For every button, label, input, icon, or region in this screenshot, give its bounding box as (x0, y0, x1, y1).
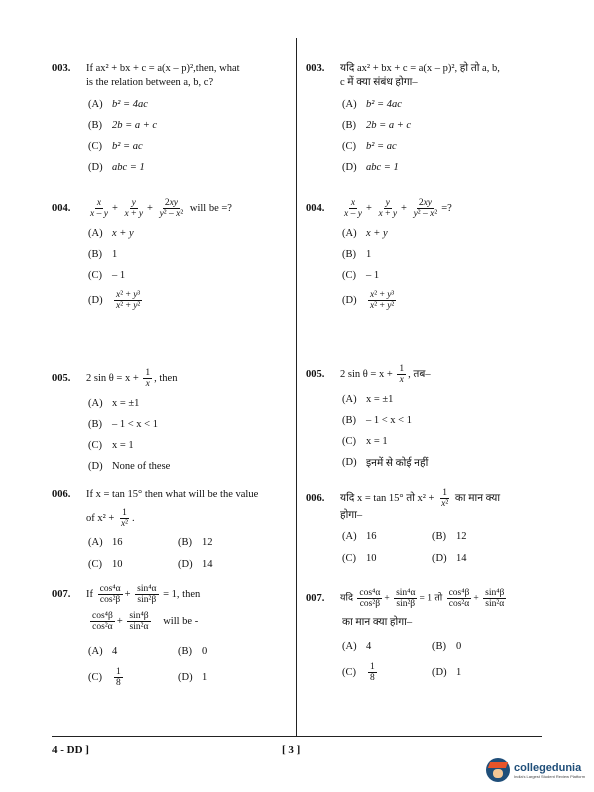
option-b: (B) – 1 < x < 1 (342, 415, 412, 426)
question-number: 005. (306, 369, 325, 380)
option-a: (A) x + y (88, 228, 134, 239)
option-b: (B) – 1 < x < 1 (88, 419, 158, 430)
question-expression: If $\frac{\text{cos⁴α}}{\text{cos²β}}$ + $\frac{\text{sin⁴α}}{\text{sin²β}}$ = 1, then (86, 584, 201, 605)
question-number: 005. (52, 373, 71, 384)
option-a: (A) x = ±1 (342, 394, 394, 405)
option-b: (B) 2b = a + c (342, 120, 412, 131)
option-d: (D) abc = 1 (342, 162, 399, 173)
question-text: यदि ax² + bx + c = a(x – p)², हो तो a, b, c में क्या संबंध होगा– (340, 63, 500, 88)
option-d: (D) $\frac{\text{x² + y³}}{\text{x² + y²}}$ (342, 289, 395, 311)
options-list (342, 94, 542, 178)
graduate-mascot-icon (486, 758, 510, 782)
option-d: (D) abc = 1 (88, 162, 145, 173)
option-b: (B) 12 (432, 530, 467, 542)
booklet-code: 4 - DD ] (52, 744, 89, 756)
question-expression-2: $\frac{\text{cos⁴β}}{\text{cos²α}}$ + $\frac{\text{sin⁴β}}{\text{sin²α}}$ will be - (92, 611, 199, 632)
option-a: (A) b² = 4ac (342, 99, 402, 110)
option-b: (B) 0 (178, 645, 208, 657)
logo-name: collegedunia (514, 761, 582, 774)
column-divider (296, 38, 297, 736)
question-expression: $\frac{x}{x - y}$ + $\frac{y}{x + y}$ + $\frac{2xy}{\text{y² – x²}}$ will be =? (90, 198, 232, 219)
option-c: (C) – 1 (88, 270, 126, 281)
option-b: (B) 1 (88, 249, 118, 260)
question-text: 2 sin θ = x + $\frac{1}{x}$ , then (86, 368, 178, 389)
option-c: (C) $\frac{1}{8}$ (88, 666, 121, 688)
question-number: 004. (52, 203, 71, 214)
option-c: (C) x = 1 (342, 436, 388, 447)
footer-rule (52, 736, 542, 737)
options-list (88, 223, 288, 314)
question-expression: $\frac{x}{x - y}$ + $\frac{y}{x + y}$ + $\frac{2xy}{\text{y² – x²}}$ =? (344, 198, 452, 219)
question-number: 003. (306, 63, 325, 74)
options-grid (88, 642, 288, 690)
option-b: (B) 1 (342, 249, 372, 260)
question-text: If x = tan 15° then what will be the value of x² + $\frac{1}{\text{x²}}$ . (86, 489, 259, 529)
option-a: (A) 4 (342, 640, 372, 652)
option-d: (D) 14 (178, 558, 213, 570)
page-number: [ 3 ] (282, 744, 301, 756)
option-c: (C) – 1 (342, 270, 380, 281)
options-list (342, 389, 542, 473)
option-d: (D) 1 (432, 666, 462, 678)
question-007-hi (306, 588, 542, 685)
option-b: (B) 2b = a + c (88, 120, 158, 131)
question-expression: यदि $\frac{\text{cos⁴α}}{\text{cos²β}}$ + $\frac{\text{sin⁴α}}{\text{sin²β}}$ = 1 तो $\frac{\text{cos⁴β}}{\text{cos²α}}$ + $\frac{\text{sin⁴β}}{\text{sin²α}}$ (340, 588, 505, 609)
question-number: 006. (52, 489, 71, 500)
option-a: (A) x = ±1 (88, 398, 140, 409)
option-b: (B) 12 (178, 536, 213, 548)
option-c: (C) b² = ac (342, 141, 397, 152)
logo-tagline: India's Largest Student Review Platform (514, 773, 586, 779)
options-grid (342, 527, 542, 567)
option-c: (C) 10 (88, 558, 123, 570)
option-a: (A) x + y (342, 228, 388, 239)
question-number: 004. (306, 203, 325, 214)
options-list (342, 223, 542, 314)
question-003-hi (306, 62, 542, 178)
question-number: 003. (52, 63, 71, 74)
question-text: If ax² + bx + c = a(x – p)²,then, what is the relation between a, b, c? (86, 63, 240, 88)
options-list (88, 393, 288, 477)
question-006-hi (306, 488, 542, 567)
question-004-en (52, 198, 288, 314)
option-c: (C) b² = ac (88, 141, 143, 152)
question-number: 007. (306, 593, 325, 604)
option-a: (A) 16 (88, 536, 123, 548)
option-d: (D) $\frac{\text{x² + y³}}{\text{x² + y²}}$ (88, 289, 141, 311)
option-a: (A) 16 (342, 530, 377, 542)
question-number: 007. (52, 589, 71, 600)
option-d: (D) इनमें से कोई नहीं (342, 457, 429, 469)
question-005-en (52, 368, 288, 477)
question-text-2: का मान क्या होगा– (342, 617, 413, 628)
question-006-en (52, 488, 288, 573)
question-005-hi (306, 364, 542, 473)
option-d: (D) None of these (88, 461, 171, 472)
question-004-hi (306, 198, 542, 314)
option-c: (C) 10 (342, 552, 377, 564)
option-b: (B) 0 (432, 640, 462, 652)
collegedunia-logo (486, 758, 585, 782)
question-003-en (52, 62, 288, 178)
options-list (88, 94, 288, 178)
option-a: (A) b² = 4ac (88, 99, 148, 110)
option-d: (D) 14 (432, 552, 467, 564)
question-text: 2 sin θ = x + $\frac{1}{x}$ , तब– (340, 364, 431, 385)
option-c: (C) $\frac{1}{8}$ (342, 661, 375, 683)
options-grid (342, 637, 542, 685)
question-007-en (52, 584, 288, 690)
option-a: (A) 4 (88, 645, 118, 657)
question-number: 006. (306, 492, 325, 504)
question-text: यदि x = tan 15° तो x² + $\frac{1}{\text{x²}}$ का मान क्या होगा– (340, 488, 501, 521)
options-grid (88, 533, 288, 573)
option-d: (D) 1 (178, 671, 208, 683)
option-c: (C) x = 1 (88, 440, 134, 451)
